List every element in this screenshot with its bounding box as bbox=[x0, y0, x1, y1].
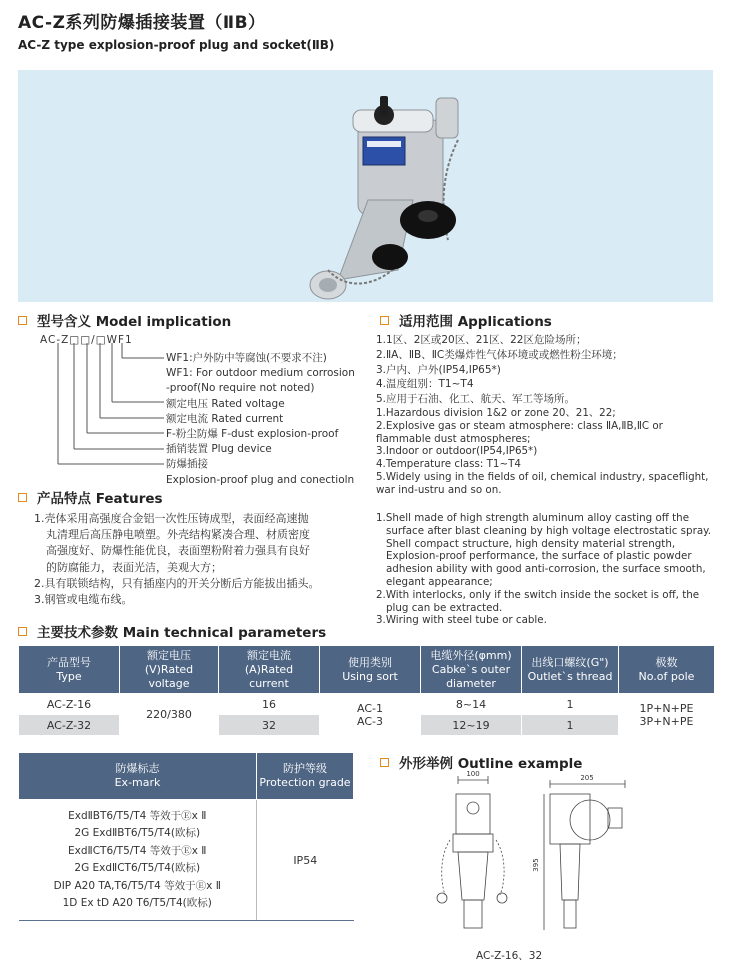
app-cn-line: 2.ⅡA、ⅡB、ⅡC类爆炸性气体环境或或燃性粉尘环境； bbox=[376, 348, 623, 361]
th-exmark: 防爆标志 Ex-mark bbox=[19, 753, 257, 800]
cell-type: AC-Z-32 bbox=[19, 715, 120, 736]
cell-thread: 1 bbox=[522, 715, 619, 736]
tech-heading: 主要技术参数 Main technical parameters bbox=[18, 621, 326, 641]
app-en-line: flammable dust atmospheres; bbox=[376, 432, 531, 445]
th-poles: 极数 No.of pole bbox=[619, 646, 715, 694]
app-en-line: 5.Widely using in the fields of oil, chemical industry, spaceflight, bbox=[376, 470, 709, 483]
bullet-icon bbox=[18, 316, 27, 325]
feature-en-line: Explosion-proof performance, the surface of plastic powder bbox=[386, 550, 692, 563]
cell-thread: 1 bbox=[522, 694, 619, 715]
feature-line: 1.壳体采用高强度合金铝一次性压铸成型，表面经高速抛 bbox=[34, 512, 309, 525]
feature-line: 3.钢管或电缆布线。 bbox=[34, 593, 133, 607]
feature-line: 2.具有联锁结构，只有插座内的开关分断后方能拔出插头。 bbox=[34, 576, 320, 590]
feature-en-line: 1.Shell made of high strength aluminum alloy casting off the bbox=[376, 512, 690, 524]
page-subtitle: AC-Z type explosion-proof plug and socket(ⅡB) bbox=[18, 38, 335, 52]
dim-depth: 205 bbox=[580, 774, 594, 782]
app-cn-line: 3.户内、户外(IP54,IP65*) bbox=[376, 363, 501, 376]
feature-line: 丸清理后高压静电喷塑。外壳结构紧凑合理、材质密度 bbox=[46, 528, 310, 542]
cell-diameter: 12~19 bbox=[421, 715, 522, 736]
feature-en-line: 2.With interlocks, only if the switch inside the socket is off, the bbox=[376, 588, 700, 601]
th-thread: 出线口螺纹(G") Outlet`s thread bbox=[522, 646, 619, 694]
cell-grade: IP54 bbox=[257, 800, 354, 921]
outline-heading: 外形举例 Outline example bbox=[380, 752, 582, 772]
model-line: 插销装置 Plug device bbox=[166, 443, 272, 456]
feature-en-line: surface after blast cleaning by high voltage electrostatic spray. bbox=[386, 524, 712, 537]
feature-line: 高强度好、防爆性能优良，表面塑粉附着力强具有良好 bbox=[46, 544, 310, 558]
model-tree-lines bbox=[40, 343, 170, 478]
features-cn bbox=[34, 511, 364, 608]
model-line: WF1:户外防中等腐蚀(不要求不注) bbox=[166, 352, 327, 364]
exmark-table bbox=[18, 752, 354, 921]
model-line: F-粉尘防爆 F-dust explosion-proof bbox=[166, 428, 339, 441]
model-line: WF1: For outdoor medium corrosion bbox=[166, 367, 355, 380]
product-photo bbox=[18, 70, 713, 302]
model-line: 额定电压 Rated voltage bbox=[166, 397, 285, 410]
feature-en-line: elegant appearance; bbox=[386, 575, 493, 588]
dim-width: 100 bbox=[466, 770, 480, 778]
page-title: AC-Z系列防爆插接装置（ⅡB） bbox=[18, 13, 266, 33]
app-cn-line: 5.应用于石油、化工、航天、军工等场所。 bbox=[376, 393, 576, 406]
model-code: AC-Z□□/□WF1 bbox=[40, 334, 133, 346]
model-line: Explosion-proof plug and conectioln bbox=[166, 473, 355, 486]
feature-en-line: adhesion ability with good anti-corrosion, the surface smooth, bbox=[386, 563, 706, 576]
th-diameter: 电缆外径(φmm) Cabke`s outer diameter bbox=[421, 646, 522, 694]
app-en-line: 2.Explosive gas or steam atmosphere: class ⅡA,ⅡB,ⅡC or bbox=[376, 419, 663, 432]
model-explanation bbox=[166, 351, 355, 488]
applications-heading: 适用范围 Applications bbox=[380, 310, 552, 330]
features-en bbox=[376, 512, 721, 627]
feature-line: 的防腐能力，表面光洁，美观大方； bbox=[46, 560, 222, 574]
bullet-icon bbox=[18, 627, 27, 636]
applications-en bbox=[376, 407, 721, 497]
app-cn-line: 4.温度组别：T1~T4 bbox=[376, 378, 474, 391]
app-en-line: 1.Hazardous division 1&2 or zone 20、21、22; bbox=[376, 407, 616, 419]
feature-en-line: plug can be extracted. bbox=[386, 601, 503, 614]
dim-height: 395 bbox=[532, 858, 540, 872]
plug-socket-illustration bbox=[18, 70, 713, 302]
app-en-line: 4.Temperature class: T1~T4 bbox=[376, 458, 521, 471]
cell-exmark-lines: ExdⅡBT6/T5/T4 等效于Ⓔx Ⅱ 2G ExdⅡBT6/T5/T4(欧标) ExdⅡCT6/T5/T4 等效于Ⓔx Ⅱ 2G ExdⅡCT6/T5/T4(欧标) DIP A20 TA,T6/T5/T4 等效于Ⓔx Ⅱ 1D Ex tD A20 T6/T5/T4(欧标) bbox=[19, 800, 257, 921]
model-line: 防爆插接 bbox=[166, 458, 208, 471]
applications-cn bbox=[376, 333, 716, 407]
feature-en-line: Shell compact structure, high density material strength, bbox=[386, 537, 676, 550]
outline-drawing bbox=[420, 770, 640, 938]
cell-poles: 1P+N+PE 3P+N+PE bbox=[619, 694, 715, 736]
th-voltage: 额定电压 (V)Rated voltage bbox=[120, 646, 219, 694]
th-current: 额定电流 (A)Rated current bbox=[219, 646, 320, 694]
app-en-line: 3.Indoor or outdoor(IP54,IP65*) bbox=[376, 445, 538, 458]
th-protection: 防护等级 Protection grade bbox=[257, 753, 354, 800]
bullet-icon bbox=[380, 758, 389, 767]
model-line: -proof(No require not noted) bbox=[166, 382, 315, 395]
model-line: 额定电流 Rated current bbox=[166, 412, 284, 425]
cell-current: 16 bbox=[219, 694, 320, 715]
outline-caption: AC-Z-16、32 bbox=[476, 950, 543, 962]
features-heading: 产品特点 Features bbox=[18, 487, 163, 507]
cell-sort: AC-1 AC-3 bbox=[320, 694, 421, 736]
th-sort: 使用类别 Using sort bbox=[320, 646, 421, 694]
bullet-icon bbox=[18, 493, 27, 502]
model-heading: 型号含义 Model implication bbox=[18, 310, 231, 330]
th-type: 产品型号 Type bbox=[19, 646, 120, 694]
table-row bbox=[19, 800, 354, 921]
feature-en-line: 3.Wiring with steel tube or cable. bbox=[376, 614, 547, 627]
bullet-icon bbox=[380, 316, 389, 325]
tech-table bbox=[18, 645, 715, 736]
cell-current: 32 bbox=[219, 715, 320, 736]
table-row bbox=[19, 694, 715, 715]
cell-diameter: 8~14 bbox=[421, 694, 522, 715]
cell-voltage: 220/380 bbox=[120, 694, 219, 736]
cell-type: AC-Z-16 bbox=[19, 694, 120, 715]
app-cn-line: 1.1区、2区或20区、21区、22区危险场所； bbox=[376, 334, 587, 346]
app-en-line: war ind-ustru and so on. bbox=[376, 483, 502, 496]
